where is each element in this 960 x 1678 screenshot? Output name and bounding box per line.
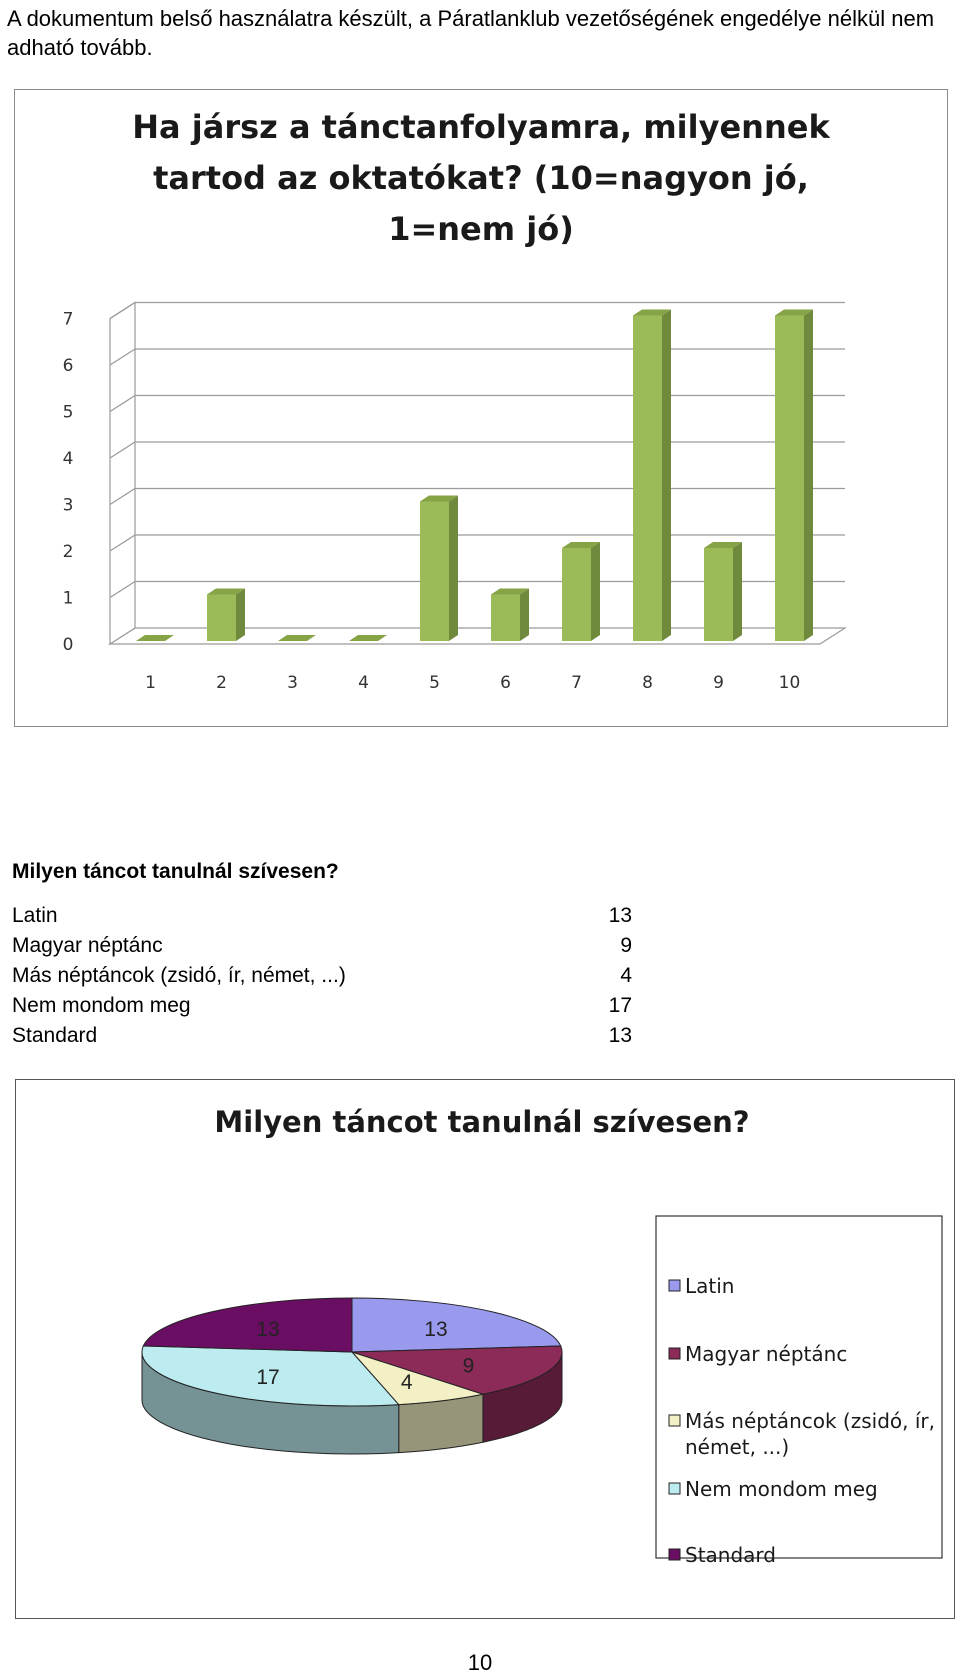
- bar-chart-title-line-3: 1=nem jó): [388, 210, 574, 248]
- pie-slice: [352, 1298, 561, 1352]
- table-row-value: 13: [608, 904, 632, 927]
- bar-front: [633, 316, 662, 642]
- bar-side: [520, 589, 529, 642]
- table-row-value: 13: [608, 1024, 632, 1047]
- pie-value-label: 13: [424, 1317, 448, 1341]
- x-tick-label: 8: [642, 673, 653, 693]
- table-row: [12, 961, 632, 991]
- bar-front: [491, 595, 520, 642]
- y-tick-label: 0: [62, 635, 74, 655]
- y-tick-label: 5: [62, 402, 74, 423]
- bar: [491, 589, 529, 642]
- bar: [207, 589, 245, 642]
- legend-swatch: [669, 1549, 680, 1560]
- y-tick-label: 3: [62, 495, 74, 516]
- x-tick-label: 5: [429, 673, 440, 693]
- table-row-label: Standard: [12, 1024, 98, 1047]
- table-row: [12, 901, 632, 931]
- pie-value-label: 4: [400, 1371, 413, 1395]
- bar-chart-title-line-2: tartod az oktatókat? (10=nagyon jó,: [153, 159, 809, 197]
- table-row: [12, 931, 632, 961]
- bar-side: [804, 310, 813, 642]
- x-tick-label: 10: [778, 673, 801, 693]
- bar: [633, 310, 671, 642]
- table-row-label: Nem mondom meg: [12, 994, 191, 1017]
- legend-swatch: [669, 1483, 680, 1494]
- bar-front: [704, 548, 733, 641]
- pie-slice: [143, 1298, 352, 1352]
- pie-chart-frame: [15, 1079, 955, 1619]
- bar-chart: [15, 90, 947, 726]
- x-tick-label: 1: [145, 673, 156, 693]
- bar-side: [591, 542, 600, 641]
- pie-chart-title: Milyen táncot tanulnál szívesen?: [214, 1105, 750, 1139]
- pie-legend-box: [656, 1216, 942, 1558]
- bar: [420, 496, 458, 642]
- bar: [704, 542, 742, 641]
- dance-table: [12, 901, 632, 1051]
- y-tick-label: 7: [62, 309, 74, 330]
- pie-chart: [16, 1080, 954, 1618]
- plot-side-wall: [110, 303, 135, 645]
- legend-entry-label: Latin: [685, 1274, 735, 1298]
- document-notice: A dokumentum belső használatra készült, a Páratlanklub vezetőségének engedélye nélkül nem adható tovább.: [7, 6, 935, 60]
- pie-value-label: 17: [256, 1366, 280, 1390]
- y-tick-label: 2: [62, 542, 74, 562]
- y-tick-label: 4: [62, 449, 74, 469]
- legend-entry-label: Más néptáncok (zsidó, ír,: [685, 1409, 935, 1433]
- dance-table-title: Milyen táncot tanulnál szívesen?: [12, 860, 339, 883]
- legend-entry-label: Magyar néptánc: [685, 1342, 848, 1366]
- x-tick-label: 3: [287, 673, 298, 693]
- legend-entry-label: Standard: [685, 1543, 776, 1567]
- table-row: [12, 1021, 632, 1051]
- x-tick-label: 7: [571, 673, 582, 693]
- table-row-value: 17: [608, 994, 632, 1017]
- x-tick-label: 6: [500, 673, 511, 693]
- pie-value-label: 9: [462, 1354, 475, 1378]
- table-row-label: Más néptáncok (zsidó, ír, német, ...): [12, 964, 346, 987]
- x-tick-label: 4: [358, 673, 369, 693]
- table-row-label: Magyar néptánc: [12, 934, 163, 957]
- bar-side: [733, 542, 742, 641]
- bar-side: [236, 589, 245, 642]
- table-row-value: 4: [620, 964, 632, 987]
- y-tick-label: 6: [62, 356, 74, 376]
- bar-front: [207, 595, 236, 642]
- bar: [562, 542, 600, 641]
- bar: [775, 310, 813, 642]
- table-row: [12, 991, 632, 1021]
- page-number: 10: [467, 1650, 493, 1675]
- bar-front: [562, 548, 591, 641]
- x-tick-label: 2: [216, 673, 227, 693]
- y-tick-label: 1: [62, 588, 74, 609]
- bar-side: [662, 310, 671, 642]
- legend-entry-label: német, ...): [685, 1435, 790, 1459]
- x-tick-label: 9: [713, 673, 724, 693]
- pie-value-label: 13: [256, 1317, 280, 1341]
- bar-side: [449, 496, 458, 642]
- table-row-label: Latin: [12, 904, 58, 927]
- bar-front: [775, 316, 804, 642]
- bar-front: [420, 502, 449, 642]
- table-row-value: 9: [620, 934, 632, 957]
- bar-chart-frame: [14, 89, 948, 727]
- legend-entry-label: Nem mondom meg: [685, 1477, 878, 1501]
- legend-swatch: [669, 1280, 680, 1291]
- bar-chart-title-line-1: Ha jársz a tánctanfolyamra, milyennek: [132, 108, 830, 146]
- legend-swatch: [669, 1415, 680, 1426]
- legend-swatch: [669, 1348, 680, 1359]
